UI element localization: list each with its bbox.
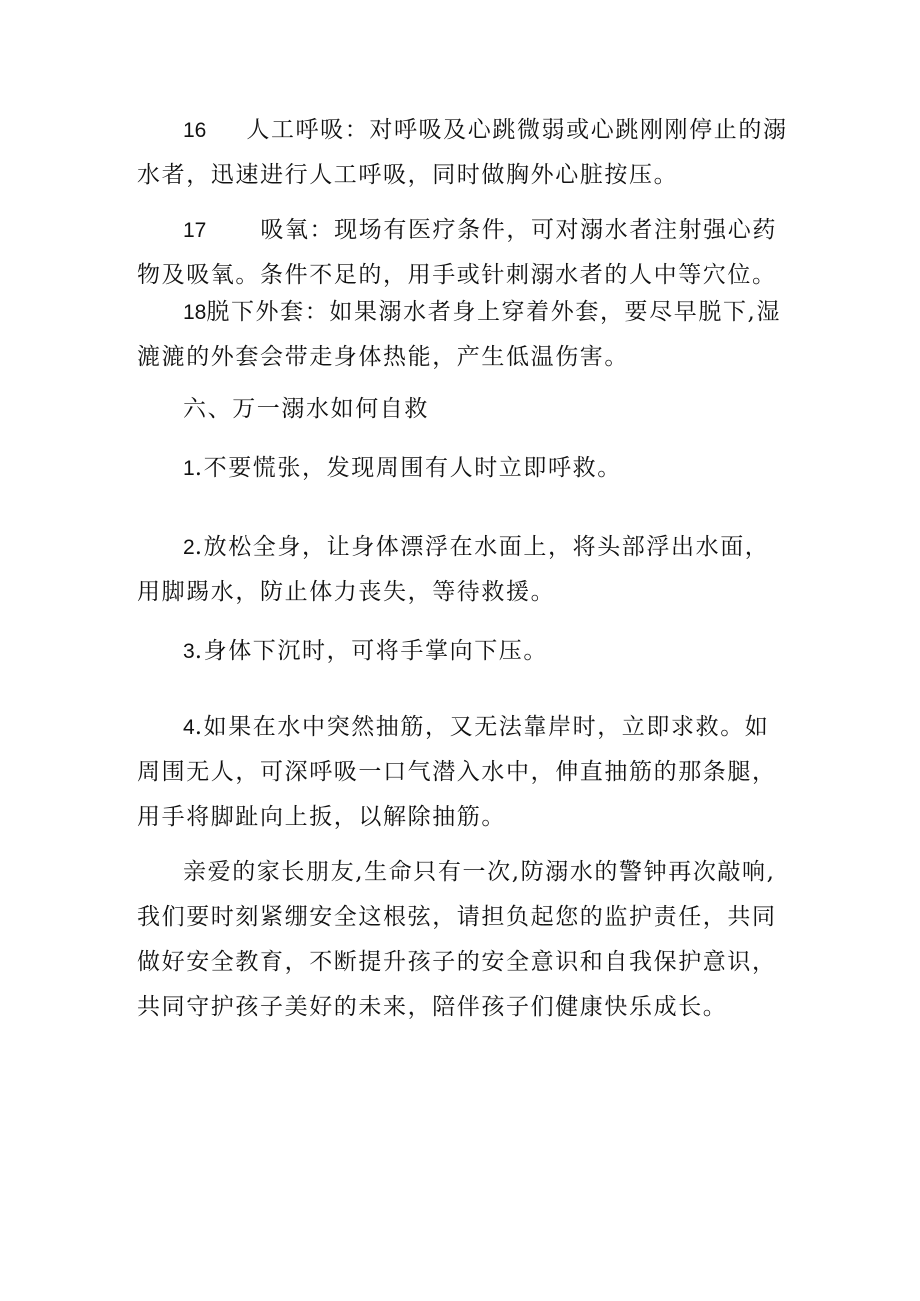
item-number: 1 (183, 457, 195, 480)
item-text: .放松全身，让身体漂浮在水面上，将头部浮出水面，用脚踢水，防止体力丧失，等待救援。 (137, 534, 770, 605)
section-heading: 六、万一溺水如何自救 (183, 396, 429, 422)
self-rescue-item-1 (137, 446, 793, 491)
item-number: 17 (183, 219, 207, 242)
item-number: 4 (183, 716, 195, 739)
item-17-paragraph (137, 208, 793, 298)
item-number: 3 (183, 640, 195, 663)
closing-paragraph: 亲爱的家长朋友,生命只有一次,防溺水的警钟再次敲响,我们要时刻紧绷安全这根弦，请担负起您的监护责任，共同做好安全教育，不断提升孩子的安全意识和自我保护意识，共同守护孩子美好的未来，陪伴孩子们健康快乐成长。 (137, 859, 777, 1020)
item-number: 2 (183, 536, 195, 559)
item-text: 人工呼吸：对呼吸及心跳微弱或心跳刚刚停止的溺水者，迅速进行人工呼吸，同时做胸外心脏按压。 (137, 117, 788, 188)
item-text: .不要慌张，发现周围有人时立即呼救。 (194, 455, 622, 481)
self-rescue-item-2 (137, 525, 793, 615)
item-text: .身体下沉时，可将手掌向下压。 (194, 638, 548, 664)
item-number: 16 (183, 119, 207, 142)
item-18-paragraph (137, 290, 793, 380)
self-rescue-item-4 (137, 705, 793, 840)
item-number: 18 (183, 301, 207, 324)
item-text: 脱下外套：如果溺水者身上穿着外套，要尽早脱下,湿漉漉的外套会带走身体热能，产生低温伤害。 (137, 299, 782, 370)
item-text: .如果在水中突然抽筋，又无法靠岸时，立即求救。如周围无人，可深呼吸一口气潜入水中，伸直抽筋的那条腿，用手将脚趾向上扳，以解除抽筋。 (137, 714, 777, 830)
self-rescue-item-3 (137, 629, 793, 674)
item-text: 吸氧：现场有医疗条件，可对溺水者注射强心药物及吸氧。条件不足的，用手或针刺溺水者的人中等穴位。 (137, 217, 777, 288)
item-16-paragraph (137, 108, 793, 198)
